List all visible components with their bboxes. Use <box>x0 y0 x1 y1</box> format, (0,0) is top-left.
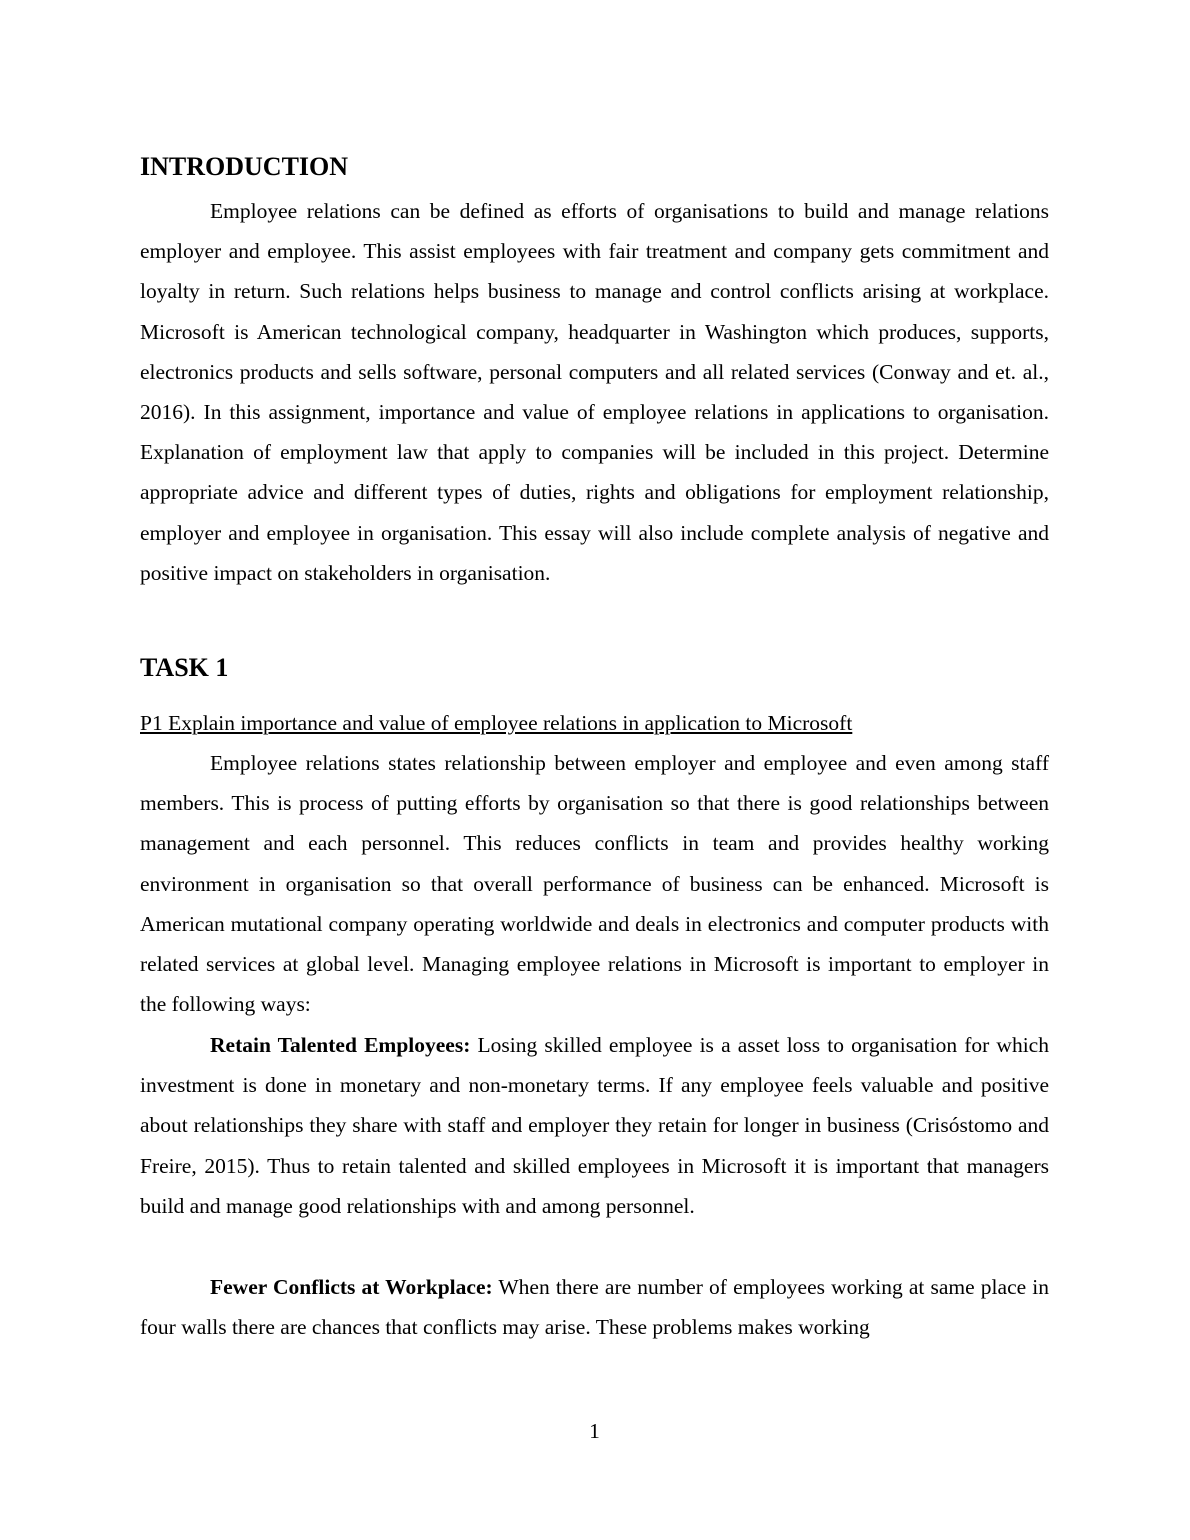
introduction-heading: INTRODUCTION <box>140 152 349 181</box>
retain-employees-term: Retain Talented Employees: <box>210 1033 471 1057</box>
fewer-conflicts-text: When there are number of employees working at same place in four walls there are chances that conflicts may arise. These problems makes working <box>140 1275 1049 1340</box>
task1-heading: TASK 1 <box>140 653 229 682</box>
retain-employees-paragraph <box>140 1025 1049 1226</box>
task1-paragraph: Employee relations states relationship between employer and employee and even among staff members. This is process of putting efforts by organisation so that there is good relationships between management and each personnel. This reduces conflicts in team and provides healthy working environment in organisation so that overall performance of business can be enhanced. Microsoft is American mutational company operating worldwide and deals in electronics and computer products with related services at global level. Managing employee relations in Microsoft is important to employer in the following ways: <box>140 751 1049 1017</box>
page-number: 1 <box>589 1419 600 1443</box>
fewer-conflicts-term: Fewer Conflicts at Workplace: <box>210 1275 493 1299</box>
document-page <box>140 0 1049 1540</box>
fewer-conflicts-paragraph <box>140 1267 1049 1347</box>
p1-subheading: P1 Explain importance and value of employee relations in application to Microsoft <box>140 711 853 735</box>
introduction-paragraph: Employee relations can be defined as efforts of organisations to build and manage relations employer and employee. This assist employees with fair treatment and company gets commitment and loyalty in return. Such relations helps business to manage and control conflicts arising at workplace. Microsoft is American technological company, headquarter in Washington which produces, supports, electronics products and sells software, personal computers and all related services (Conway and et. al., 2016). In this assignment, importance and value of employee relations in applications to organisation. Explanation of employment law that apply to companies will be included in this project. Determine appropriate advice and different types of duties, rights and obligations for employment relationship, employer and employee in organisation. This essay will also include complete analysis of negative and positive impact on stakeholders in organisation. <box>140 199 1049 585</box>
retain-employees-text: Losing skilled employee is a asset loss to organisation for which investment is done in monetary and non-monetary terms. If any employee feels valuable and positive about relationships they share with staff and employer they retain for longer in business (Crisóstomo and Freire, 2015). Thus to retain talented and skilled employees in Microsoft it is important that managers build and manage good relationships with and among personnel. <box>140 1033 1049 1218</box>
